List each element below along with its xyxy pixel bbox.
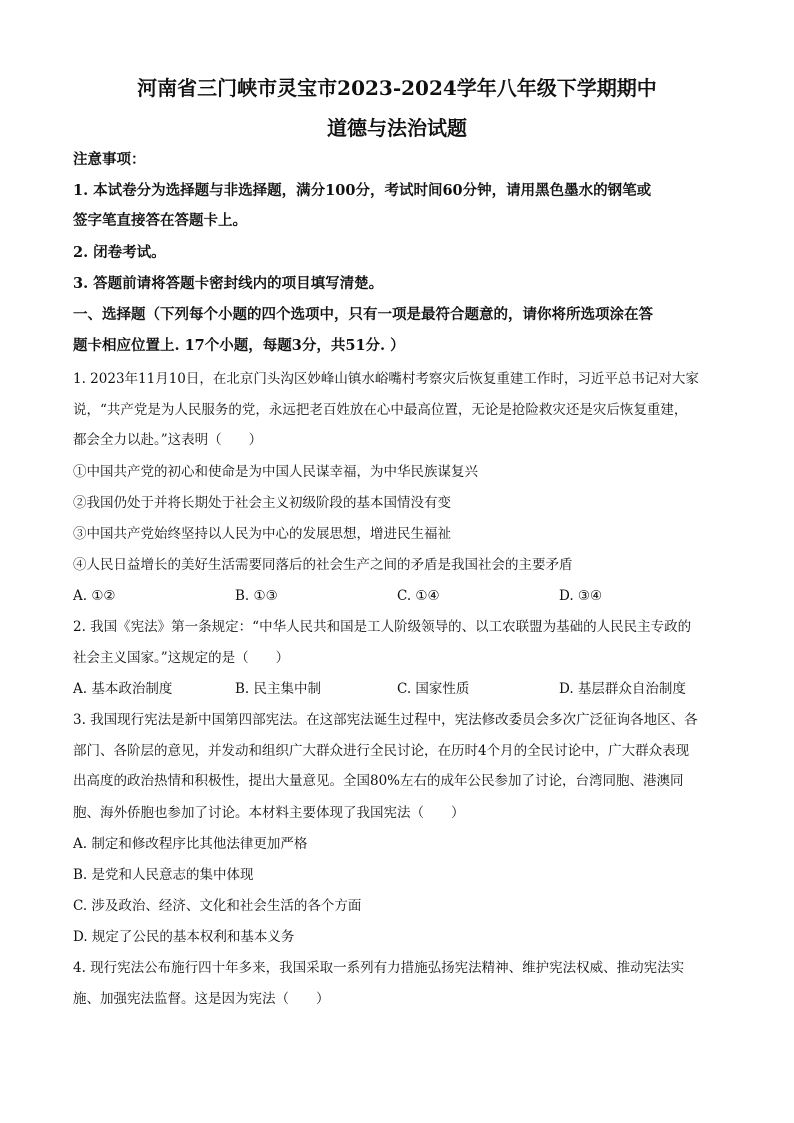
q3-stem-line-3: 出高度的政治热情和积极性，提出大量意见。全国80%左右的成年公民参加了讨论，台湾同胞、港澳同 [73,773,684,789]
q3-stem-line-2: 部门、各阶层的意见，并发动和组织广大群众进行全民讨论，在历时4个月的全民讨论中，广大群众表现 [73,743,690,759]
q1-statement-3: ③中国共产党始终坚持以人民为中心的发展思想，增进民生福祉 [73,526,451,542]
notice-item-2: 2. 闭卷考试。 [73,244,166,261]
exam-title-line2: 道德与法治试题 [327,116,467,140]
section-1-line-1: 一、选择题（下列每个小题的四个选项中，只有一项是最符合题意的，请你将所选项涂在答 [73,306,653,323]
q1-stem-line-1: 1. 2023年11月10日，在北京门头沟区妙峰山镇水峪嘴村考察灾后恢复重建工作时，习近平总书记对大家 [73,371,699,387]
notice-item-1-line-1: 1. 本试卷分为选择题与非选择题，满分100分，考试时间60分钟，请用黑色墨水的钢笔或 [73,182,652,199]
q2-option-b: B. 民主集中制 [235,681,322,697]
q2-option-d: D. 基层群众自治制度 [559,681,686,697]
q2-stem-line-2: 社会主义国家。”这规定的是（ ） [73,650,290,666]
notice-item-1-line-2: 签字笔直接答在答题卡上。 [73,212,247,229]
q2-options [73,679,723,699]
q1-stem-line-2: 说，“共产党是为人民服务的党，永远把老百姓放在心中最高位置，无论是抢险救灾还是灾后恢复重建， [73,402,688,418]
q1-statement-2: ②我国仍处于并将长期处于社会主义初级阶段的基本国情没有变 [73,495,451,511]
q2-option-c: C. 国家性质 [397,681,470,697]
notice-heading: 注意事项： [73,151,146,168]
q2-option-a: A. 基本政治制度 [73,681,173,697]
q3-option-d: D. 规定了公民的基本权利和基本义务 [73,929,295,945]
q1-options [73,586,723,606]
q1-statement-1: ①中国共产党的初心和使命是为中国人民谋幸福，为中华民族谋复兴 [73,464,478,480]
section-1-line-2: 题卡相应位置上. 17个小题，每题3分，共51分. ） [73,337,405,354]
notice-item-3: 3. 答题前请将答题卡密封线内的项目填写清楚。 [73,275,384,292]
q2-stem-line-1: 2. 我国《宪法》第一条规定：“中华人民共和国是工人阶级领导的、以工农联盟为基础的人民民主专政的 [73,619,692,635]
q1-stem-line-3: 都会全力以赴。”这表明（ ） [73,432,263,448]
q3-option-a: A. 制定和修改程序比其他法律更加严格 [73,836,308,852]
q1-option-c: C. ①④ [397,588,440,604]
q3-option-c: C. 涉及政治、经济、文化和社会生活的各个方面 [73,898,362,914]
exam-title-line1: 河南省三门峡市灵宝市2023-2024学年八年级下学期期中 [137,76,657,100]
q3-option-b: B. 是党和人民意志的集中体现 [73,867,254,883]
q3-stem-line-1: 3. 我国现行宪法是新中国第四部宪法。在这部宪法诞生过程中，宪法修改委员会多次广泛征询各地区、各 [73,712,698,728]
q1-statement-4: ④人民日益增长的美好生活需要同落后的社会生产之间的矛盾是我国社会的主要矛盾 [73,557,573,573]
q1-option-b: B. ①③ [235,588,278,604]
q1-option-a: A. ①② [73,588,116,604]
q1-option-d: D. ③④ [559,588,603,604]
q3-stem-line-4: 胞、海外侨胞也参加了讨论。本材料主要体现了我国宪法（ ） [73,805,465,821]
q4-stem-line-2: 施、加强宪法监督。这是因为宪法（ ） [73,991,330,1007]
q4-stem-line-1: 4. 现行宪法公布施行四十年多来，我国采取一系列有力措施弘扬宪法精神、维护宪法权威、推动宪法实 [73,960,685,976]
